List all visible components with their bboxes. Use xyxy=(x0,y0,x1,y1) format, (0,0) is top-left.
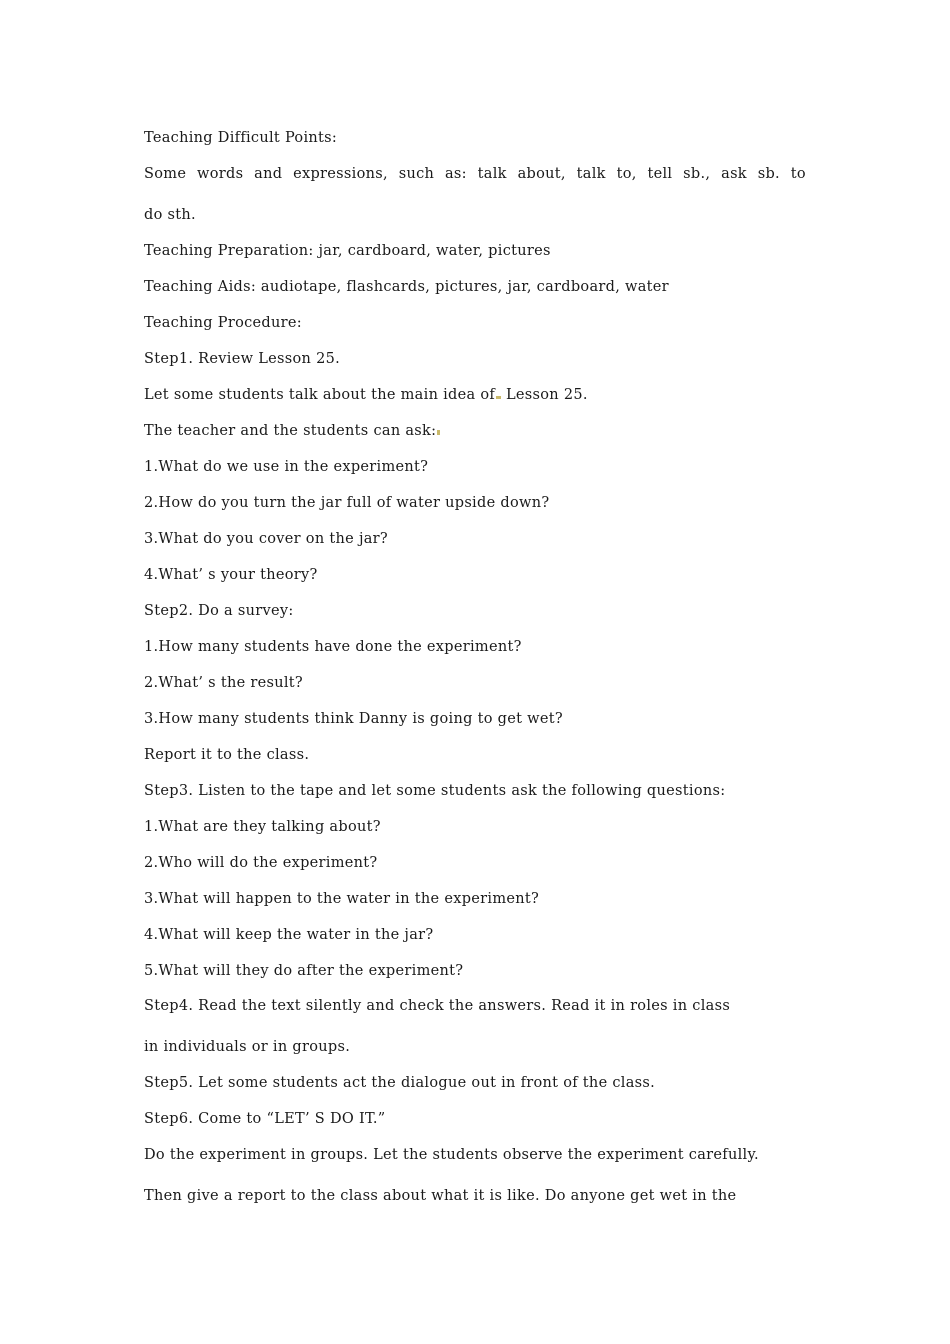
word: such xyxy=(398,166,435,182)
step1-question: 4.What’ s your theory? xyxy=(144,567,318,583)
step2-question: 2.What’ s the result? xyxy=(144,675,304,691)
step3-question: 4.What will keep the water in the jar? xyxy=(144,927,434,943)
step1-heading: Step1. Review Lesson 25. xyxy=(144,351,341,367)
step1-detail-text: Let some students talk about the main idea of xyxy=(144,387,496,403)
step2-question: 1.How many students have done the experiment? xyxy=(144,639,522,655)
step1-detail-text: Lesson 25. xyxy=(501,387,588,403)
step1-ask-text: The teacher and the students can ask: xyxy=(144,423,437,439)
word: sb. xyxy=(757,166,780,182)
step1-question: 2.How do you turn the jar full of water upside down? xyxy=(144,495,550,511)
teaching-procedure-heading: Teaching Procedure: xyxy=(144,315,302,331)
word: to, xyxy=(616,166,637,182)
difficult-words-line1 xyxy=(144,165,806,183)
difficult-words-line2: do sth. xyxy=(144,207,196,223)
word: Some xyxy=(144,166,187,182)
step1-ask xyxy=(144,422,440,440)
step2-heading: Step2. Do a survey: xyxy=(144,603,294,619)
highlight-mark xyxy=(437,430,440,435)
step3-heading: Step3. Listen to the tape and let some students ask the following questions: xyxy=(144,783,726,799)
step3-question: 3.What will happen to the water in the experiment? xyxy=(144,891,540,907)
word: expressions, xyxy=(293,166,388,182)
word: words xyxy=(197,166,244,182)
step2-question: 3.How many students think Danny is going to get wet? xyxy=(144,711,563,727)
step3-question: 5.What will they do after the experiment? xyxy=(144,963,464,979)
step4-line1: Step4. Read the text silently and check the answers. Read it in roles in class xyxy=(144,998,731,1014)
word: talk xyxy=(576,166,606,182)
step6-heading: Step6. Come to “LET’ S DO IT.” xyxy=(144,1111,386,1127)
step1-question: 1.What do we use in the experiment? xyxy=(144,459,429,475)
step4-line2: in individuals or in groups. xyxy=(144,1039,351,1055)
step5: Step5. Let some students act the dialogue out in front of the class. xyxy=(144,1075,656,1091)
word: ask xyxy=(721,166,747,182)
step6-line2: Then give a report to the class about what it is like. Do anyone get wet in the xyxy=(144,1188,737,1204)
word: talk xyxy=(477,166,507,182)
teaching-aids: Teaching Aids: audiotape, flashcards, pictures, jar, cardboard, water xyxy=(144,279,669,295)
step2-report: Report it to the class. xyxy=(144,747,310,763)
step6-line1: Do the experiment in groups. Let the students observe the experiment carefully. xyxy=(144,1147,759,1163)
word: as: xyxy=(444,166,467,182)
step3-question: 2.Who will do the experiment? xyxy=(144,855,378,871)
step1-detail xyxy=(144,386,588,404)
heading-difficult-points: Teaching Difficult Points: xyxy=(144,130,338,146)
word: to xyxy=(790,166,806,182)
word: about, xyxy=(517,166,566,182)
word: and xyxy=(254,166,283,182)
word: sb., xyxy=(683,166,711,182)
step1-question: 3.What do you cover on the jar? xyxy=(144,531,388,547)
teaching-preparation: Teaching Preparation: jar, cardboard, water, pictures xyxy=(144,243,551,259)
word: tell xyxy=(647,166,673,182)
step3-question: 1.What are they talking about? xyxy=(144,819,381,835)
